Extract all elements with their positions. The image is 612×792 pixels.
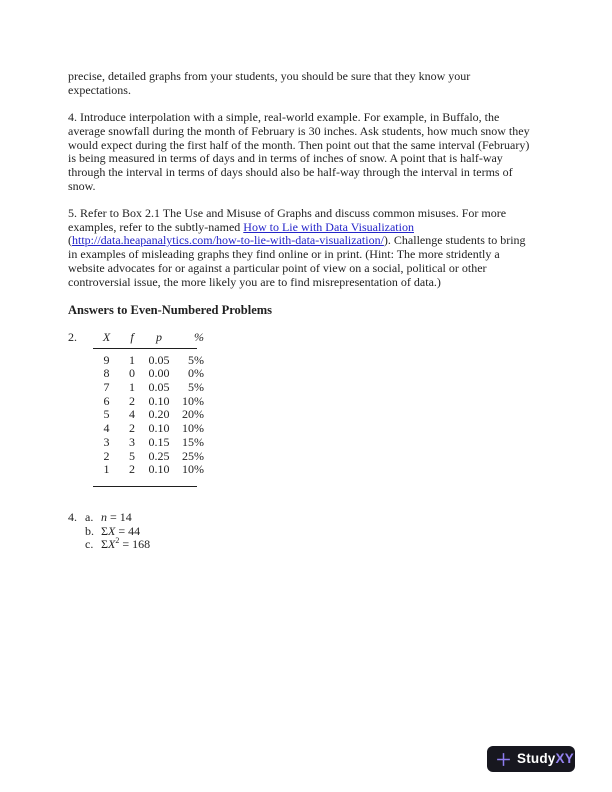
cell-p: 0.05 [148,380,170,395]
sigma-symbol: Σ [101,523,108,538]
brand-text-xy: XY [555,751,574,767]
text-line: average snowfall during the month of February is 30 inches. Ask students, how much snow they [68,123,530,138]
frequency-table [93,331,204,487]
cell-pct: 25% [182,448,204,463]
cell-pct: 10% [182,462,204,477]
formula-variable: X [107,537,116,552]
paragraph-intro [68,70,558,97]
cell-x: 8 [103,366,110,381]
answer-items [85,511,150,552]
text-line: expectations. [68,82,131,97]
table-rule-top [93,348,197,349]
cell-x: 5 [103,407,110,422]
cell-x: 6 [103,393,110,408]
item-label: b. [85,523,94,538]
answer-item-a [85,511,150,525]
cell-p: 0.05 [148,352,170,367]
text-line: 5. Refer to Box 2.1 The Use and Misuse of Graphs and discuss common misuses. For more [68,206,507,220]
cell-pct: 15% [182,434,204,449]
column-header-p: p [156,329,162,344]
how-to-lie-article-link[interactable]: How to Lie with Data Visualization [243,219,414,234]
answers-section-heading: Answers to Even-Numbered Problems [68,302,273,317]
cell-p: 0.25 [148,448,170,463]
cell-f: 4 [129,407,135,422]
text-segment: examples, refer to the subtly-named [68,219,244,234]
brand-text-study: Study [517,751,556,767]
paragraph-item4 [68,111,558,193]
formula-rest: = 44 [115,523,141,538]
cell-pct: 10% [182,393,204,408]
cell-f: 5 [129,448,135,463]
paragraph-item5 [68,207,558,289]
answer-problem-2 [68,331,558,487]
item-label: c. [85,537,94,552]
column-header-pct: % [194,329,204,344]
table-row [93,367,204,381]
table-row [93,450,204,464]
cell-f: 3 [129,434,135,449]
text-segment: ( [68,233,72,248]
cell-p: 0.20 [148,407,170,422]
cell-p: 0.00 [148,366,170,381]
cell-pct: 10% [182,421,204,436]
answer-problem-4 [68,511,558,552]
problem-number: 4. [68,509,77,524]
text-line: would expect during the first half of the month. Then point out that the same interval (February) [68,137,530,152]
text-line: in examples of misleading graphs they find online or in print. (Hint: The more stridently a [68,247,500,262]
table-row [93,354,204,368]
cell-f: 2 [129,421,135,436]
cell-p: 0.15 [148,434,170,449]
cell-f: 2 [129,462,135,477]
text-line: through the interval in terms of days should also be half-way through the interval in terms of [68,164,513,179]
page-content [68,70,558,552]
text-line: 4. Introduce interpolation with a simple, real-world example. For example, in Buffalo, the [68,110,500,125]
cell-f: 0 [129,366,135,381]
table-rule-bottom [93,486,197,487]
formula-variable: n [101,509,107,524]
table-row [93,463,204,477]
plus-icon [496,752,511,767]
table-row [93,381,204,395]
heapanalytics-url-link[interactable]: http://data.heapanalytics.com/how-to-lie-with-data-visualization/ [72,233,384,248]
item-label: a. [85,509,94,524]
text-line [68,234,558,248]
table-row [93,395,204,409]
cell-x: 7 [103,380,110,395]
sigma-symbol: Σ [101,537,108,552]
cell-p: 0.10 [148,462,170,477]
formula [101,511,132,525]
formula-variable: X [107,523,116,538]
answer-item-c [85,538,150,552]
column-header-x: X [102,329,111,344]
cell-f: 1 [129,380,135,395]
text-line: precise, detailed graphs from your students, you should be sure that they know your [68,69,471,83]
studyxy-brand-badge [487,746,575,772]
cell-pct: 5% [188,380,204,395]
cell-f: 2 [129,393,135,408]
table-header-row [93,331,204,345]
column-header-f: f [130,329,134,344]
table-row [93,422,204,436]
cell-x: 9 [103,352,110,367]
cell-p: 0.10 [148,393,170,408]
text-line: website advocates for or against a particular point of view on a social, political or other [68,260,487,275]
cell-p: 0.10 [148,421,170,436]
problem-number: 2. [68,329,77,344]
formula-rest: = 14 [107,509,132,524]
table-row [93,436,204,450]
cell-x: 3 [103,434,110,449]
text-line [68,221,558,235]
formula-rest: = 168 [119,537,151,552]
text-segment: ). Challenge students to bring [383,233,526,248]
formula-exponent: 2 [115,536,120,546]
text-line: controversial issue, the more likely you are to find misrepresentation of data.) [68,274,441,289]
cell-f: 1 [129,352,135,367]
text-line: is being measured in terms of days and in terms of inches of snow. A point that is half-way [68,151,503,166]
cell-pct: 0% [188,366,204,381]
cell-pct: 5% [188,352,204,367]
cell-pct: 20% [182,407,204,422]
cell-x: 2 [103,448,110,463]
formula [101,538,150,552]
table-row [93,408,204,422]
text-line: snow. [68,178,96,193]
cell-x: 4 [103,421,110,436]
cell-x: 1 [103,462,110,477]
